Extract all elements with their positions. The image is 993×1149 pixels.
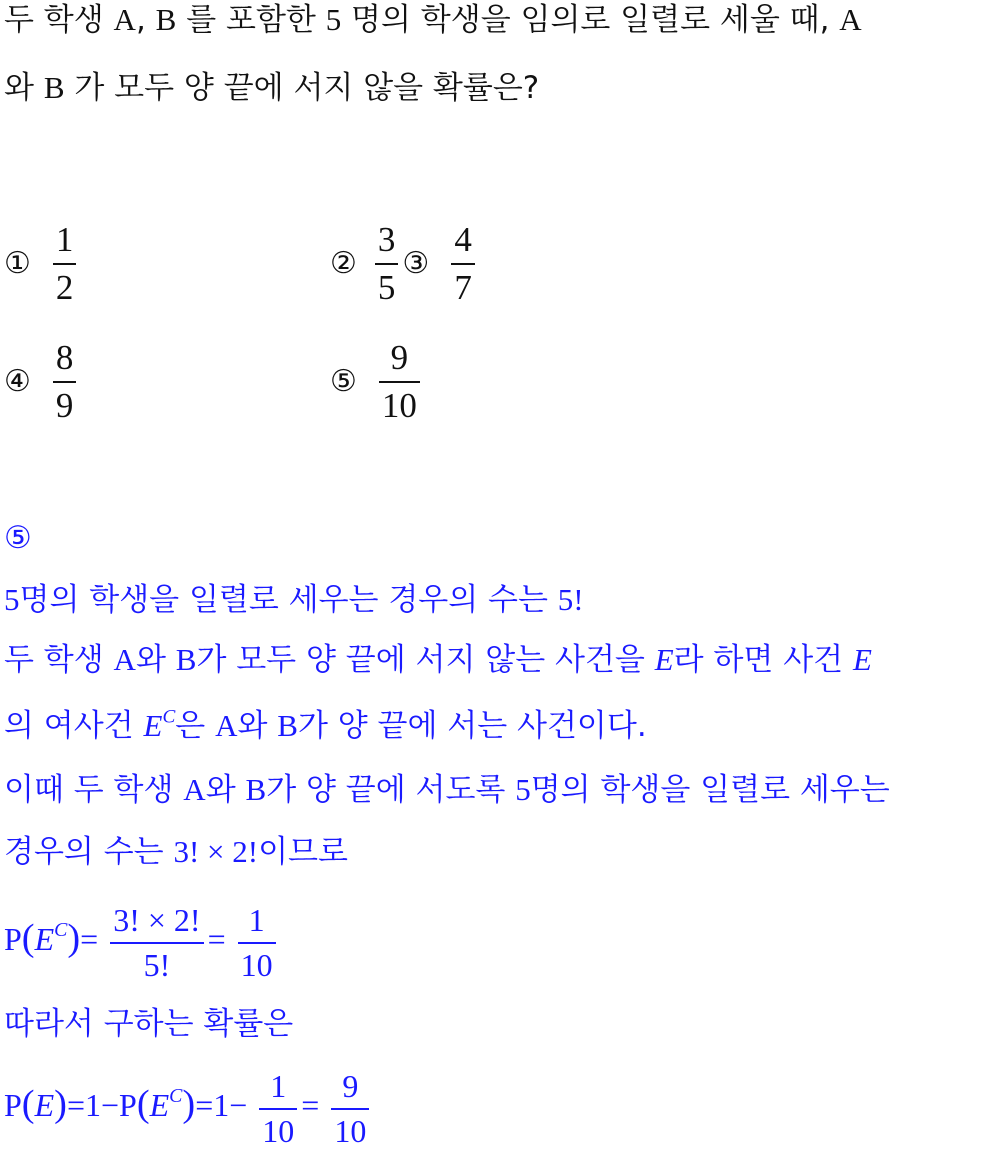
paren-open: ( <box>21 1083 35 1125</box>
equals-sign: = <box>207 921 226 957</box>
question-text: 와 <box>4 70 44 106</box>
equals-sign: = <box>80 921 99 957</box>
solution-text: 가 모두 양 끝에 서지 않는 사건을 <box>196 642 655 678</box>
math-P: P <box>4 921 22 957</box>
denominator: 5 <box>377 268 396 307</box>
math-A: A <box>113 2 136 37</box>
choice-2[interactable] <box>330 222 479 305</box>
question-text: 두 학생 <box>4 2 114 38</box>
question-line-2 <box>4 68 539 108</box>
fraction-bar <box>53 263 77 265</box>
equals-sign: = <box>301 1087 320 1123</box>
fraction-bar <box>451 263 475 265</box>
solution-text: 이므로 <box>258 834 348 870</box>
choice-marker: ③ <box>402 246 430 281</box>
answer-marker-line <box>4 518 32 558</box>
denominator: 2 <box>55 268 74 307</box>
numerator: 3! × 2! <box>113 902 201 939</box>
choice-1[interactable] <box>4 222 80 305</box>
solution-text: 와 <box>205 772 246 808</box>
solution-line-2 <box>4 640 872 680</box>
math-E: E <box>34 1087 55 1123</box>
paren-open: ( <box>136 1083 150 1125</box>
fraction <box>451 222 475 305</box>
math-B: B <box>245 772 267 807</box>
fraction <box>379 340 420 423</box>
denominator: 10 <box>262 1113 295 1149</box>
choice-marker: ① <box>4 246 31 281</box>
math-complement: C <box>162 706 176 728</box>
fraction <box>53 340 77 423</box>
question-text: 명의 학생을 임의로 일렬로 세울 때, <box>341 2 840 38</box>
math-A: A <box>183 772 206 807</box>
paren-close: ) <box>182 1083 196 1125</box>
math-number: 5 <box>515 772 531 807</box>
math-A: A <box>113 642 136 677</box>
solution-text: 명의 학생을 일렬로 세우는 경우의 수는 <box>19 582 558 618</box>
question-line-1 <box>4 0 862 40</box>
math-number: 1 <box>213 1087 230 1123</box>
math-B: B <box>175 642 197 677</box>
math-number: 5 <box>325 2 342 37</box>
numerator: 1 <box>270 1068 287 1105</box>
math-E: E <box>149 1087 170 1123</box>
solution-line-1 <box>4 580 584 620</box>
solution-text: 라 하면 사건 <box>673 642 853 678</box>
math-E: E <box>852 642 872 677</box>
fraction <box>259 1070 297 1147</box>
minus-sign: − <box>229 1087 248 1123</box>
solution-text: 이때 두 학생 <box>4 772 184 808</box>
math-B: B <box>43 70 65 105</box>
numerator: 9 <box>390 338 409 377</box>
minus-sign: − <box>100 1087 120 1123</box>
math-complement: C <box>54 919 68 942</box>
equation-final <box>4 1064 373 1147</box>
denominator: 10 <box>240 947 273 984</box>
solution-text: 따라서 구하는 확률은 <box>4 1006 294 1042</box>
denominator: 7 <box>454 268 472 307</box>
math-P: P <box>4 1087 22 1123</box>
solution-text: 와 <box>135 642 176 678</box>
math-P: P <box>119 1087 137 1123</box>
solution-text: 경우의 수는 <box>4 834 174 870</box>
numerator: 1 <box>55 220 74 259</box>
numerator: 4 <box>454 220 472 259</box>
fraction <box>375 222 399 305</box>
solution-text: 은 <box>175 708 216 744</box>
math-expression: 3! × 2! <box>173 834 259 869</box>
solution-text: 가 양 끝에 서도록 <box>266 772 516 808</box>
fraction-bar <box>110 942 203 944</box>
math-E: E <box>654 642 674 677</box>
denominator: 9 <box>55 386 74 425</box>
solution-text: 두 학생 <box>4 642 114 678</box>
fraction-bar <box>259 1108 297 1110</box>
question-text: 가 모두 양 끝에 서지 않을 확률은? <box>64 70 540 106</box>
math-E: E <box>143 708 163 743</box>
choice-marker: ⑤ <box>330 364 357 399</box>
numerator: 1 <box>248 902 265 939</box>
choice-marker: ④ <box>4 364 31 399</box>
equals-sign: = <box>195 1087 214 1123</box>
solution-line-3 <box>4 706 647 746</box>
fraction <box>331 1070 369 1147</box>
math-number: 5 <box>4 582 20 617</box>
solution-line-4 <box>4 770 890 810</box>
answer-marker: ⑤ <box>4 520 32 556</box>
fraction-bar <box>331 1108 369 1110</box>
solution-text: 의 여사건 <box>4 708 144 744</box>
paren-close: ) <box>54 1083 67 1125</box>
numerator: 3 <box>377 220 396 259</box>
question-text: , <box>135 2 156 38</box>
math-A: A <box>839 2 862 37</box>
solution-line-7 <box>4 1004 293 1044</box>
solution-line-5 <box>4 832 348 872</box>
denominator: 5! <box>143 947 171 984</box>
fraction-bar <box>53 381 77 383</box>
math-complement: C <box>169 1085 183 1108</box>
math-number: 1 <box>84 1087 101 1123</box>
math-B: B <box>155 2 177 37</box>
solution-text: 와 <box>237 708 278 744</box>
fraction <box>238 902 276 984</box>
equation-complement <box>4 898 280 984</box>
paren-open: ( <box>21 917 35 959</box>
numerator: 9 <box>342 1068 359 1105</box>
fraction-bar <box>375 263 399 265</box>
choice-marker: ② <box>330 246 357 281</box>
solution-text: 가 양 끝에 서는 사건이다. <box>297 708 647 744</box>
fraction-bar <box>238 942 276 944</box>
choice-4[interactable] <box>4 340 80 423</box>
fraction <box>53 222 77 305</box>
numerator: 8 <box>55 338 74 377</box>
fraction-bar <box>379 381 420 383</box>
choice-5[interactable] <box>330 340 424 423</box>
math-B: B <box>277 708 298 743</box>
solution-text: 명의 학생을 일렬로 세우는 <box>530 772 890 808</box>
math-A: A <box>215 708 238 743</box>
math-factorial: 5! <box>557 582 584 617</box>
equals-sign: = <box>66 1087 85 1123</box>
question-text: 를 포함한 <box>176 2 326 38</box>
paren-close: ) <box>67 917 81 959</box>
math-E: E <box>34 921 55 957</box>
fraction <box>110 902 203 984</box>
denominator: 10 <box>381 386 417 425</box>
denominator: 10 <box>334 1113 367 1149</box>
